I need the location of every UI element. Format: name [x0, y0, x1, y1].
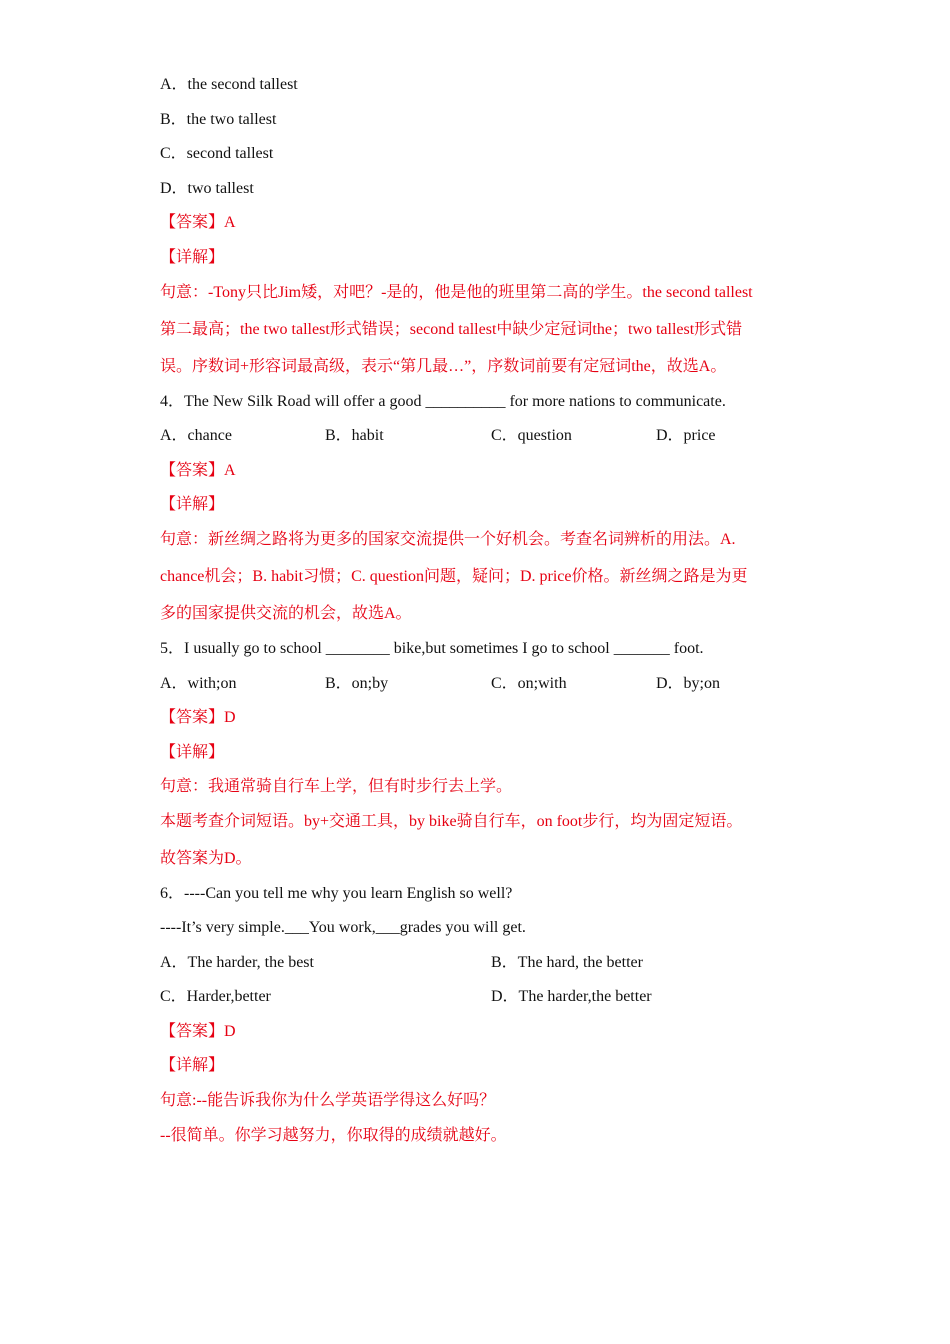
q4-options-row	[0, 426, 950, 446]
q6-options-row-2	[0, 987, 950, 1007]
q4-stem: 4．The New Silk Road will offer a good __________ for more nations to communicate.	[160, 393, 726, 410]
q3-option-c: C．second tallest	[160, 145, 274, 162]
q4-option-c: C．question	[491, 427, 572, 444]
q4-option-d: D．price	[656, 427, 716, 444]
q3-option-d: D．two tallest	[160, 180, 254, 197]
q3-explanation-line: 误。序数词+形容词最高级，表示“第几最…”，序数词前要有定冠词the，故选A。	[160, 358, 727, 375]
q4-explanation-line: chance机会；B. habit习惯；C. question问题，疑问；D. price价格。新丝绸之路是为更	[160, 568, 748, 585]
q3-option-a: A．the second tallest	[160, 76, 298, 93]
q4-explanation-line: 句意：新丝绸之路将为更多的国家交流提供一个好机会。考查名词辨析的用法。A.	[160, 531, 736, 548]
q6-option-b: B．The hard, the better	[491, 954, 643, 971]
q4-detail-label: 【详解】	[160, 496, 225, 513]
q6-option-c: C．Harder,better	[160, 988, 271, 1005]
q6-option-d: D．The harder,the better	[491, 988, 652, 1005]
q5-explanation-line: 本题考查介词短语。by+交通工具，by bike骑自行车，on foot步行，均为固定短语。	[160, 813, 743, 830]
q5-detail-label: 【详解】	[160, 744, 225, 761]
q4-explanation-line: 多的国家提供交流的机会，故选A。	[160, 605, 412, 622]
q6-explanation-line: --很简单。你学习越努力，你取得的成绩就越好。	[160, 1127, 507, 1144]
q6-stem-question: 6．----Can you tell me why you learn English so well?	[160, 885, 513, 902]
q6-explanation-line: 句意:--能告诉我你为什么学英语学得这么好吗？	[160, 1092, 496, 1109]
q5-option-b: B．on;by	[325, 675, 389, 692]
q6-stem-reply: ----It’s very simple.___You work,___grades you will get.	[160, 919, 526, 936]
q4-option-b: B．habit	[325, 427, 384, 444]
q5-option-c: C．on;with	[491, 675, 567, 692]
q5-option-d: D．by;on	[656, 675, 721, 692]
q3-option-b: B．the two tallest	[160, 111, 277, 128]
q5-explanation-line: 句意：我通常骑自行车上学，但有时步行去上学。	[160, 778, 513, 795]
q6-option-a: A．The harder, the best	[160, 954, 314, 971]
q6-options-row-1	[0, 953, 950, 973]
q3-answer: 【答案】A	[160, 214, 236, 231]
q4-answer: 【答案】A	[160, 462, 236, 479]
q6-answer: 【答案】D	[160, 1023, 236, 1040]
q5-explanation-line: 故答案为D。	[160, 850, 252, 867]
q4-option-a: A．chance	[160, 427, 232, 444]
q6-detail-label: 【详解】	[160, 1057, 225, 1074]
q3-explanation-line: 第二最高；the two tallest形式错误；second tallest中缺少定冠词the；two tallest形式错	[160, 321, 743, 338]
q5-options-row	[0, 674, 950, 694]
q5-answer: 【答案】D	[160, 709, 236, 726]
q3-detail-label: 【详解】	[160, 249, 225, 266]
q5-option-a: A．with;on	[160, 675, 237, 692]
q3-explanation-line: 句意：-Tony只比Jim矮，对吧？-是的，他是他的班里第二高的学生。the second tallest	[160, 284, 753, 301]
q5-stem: 5．I usually go to school ________ bike,but sometimes I go to school _______ foot.	[160, 640, 704, 657]
